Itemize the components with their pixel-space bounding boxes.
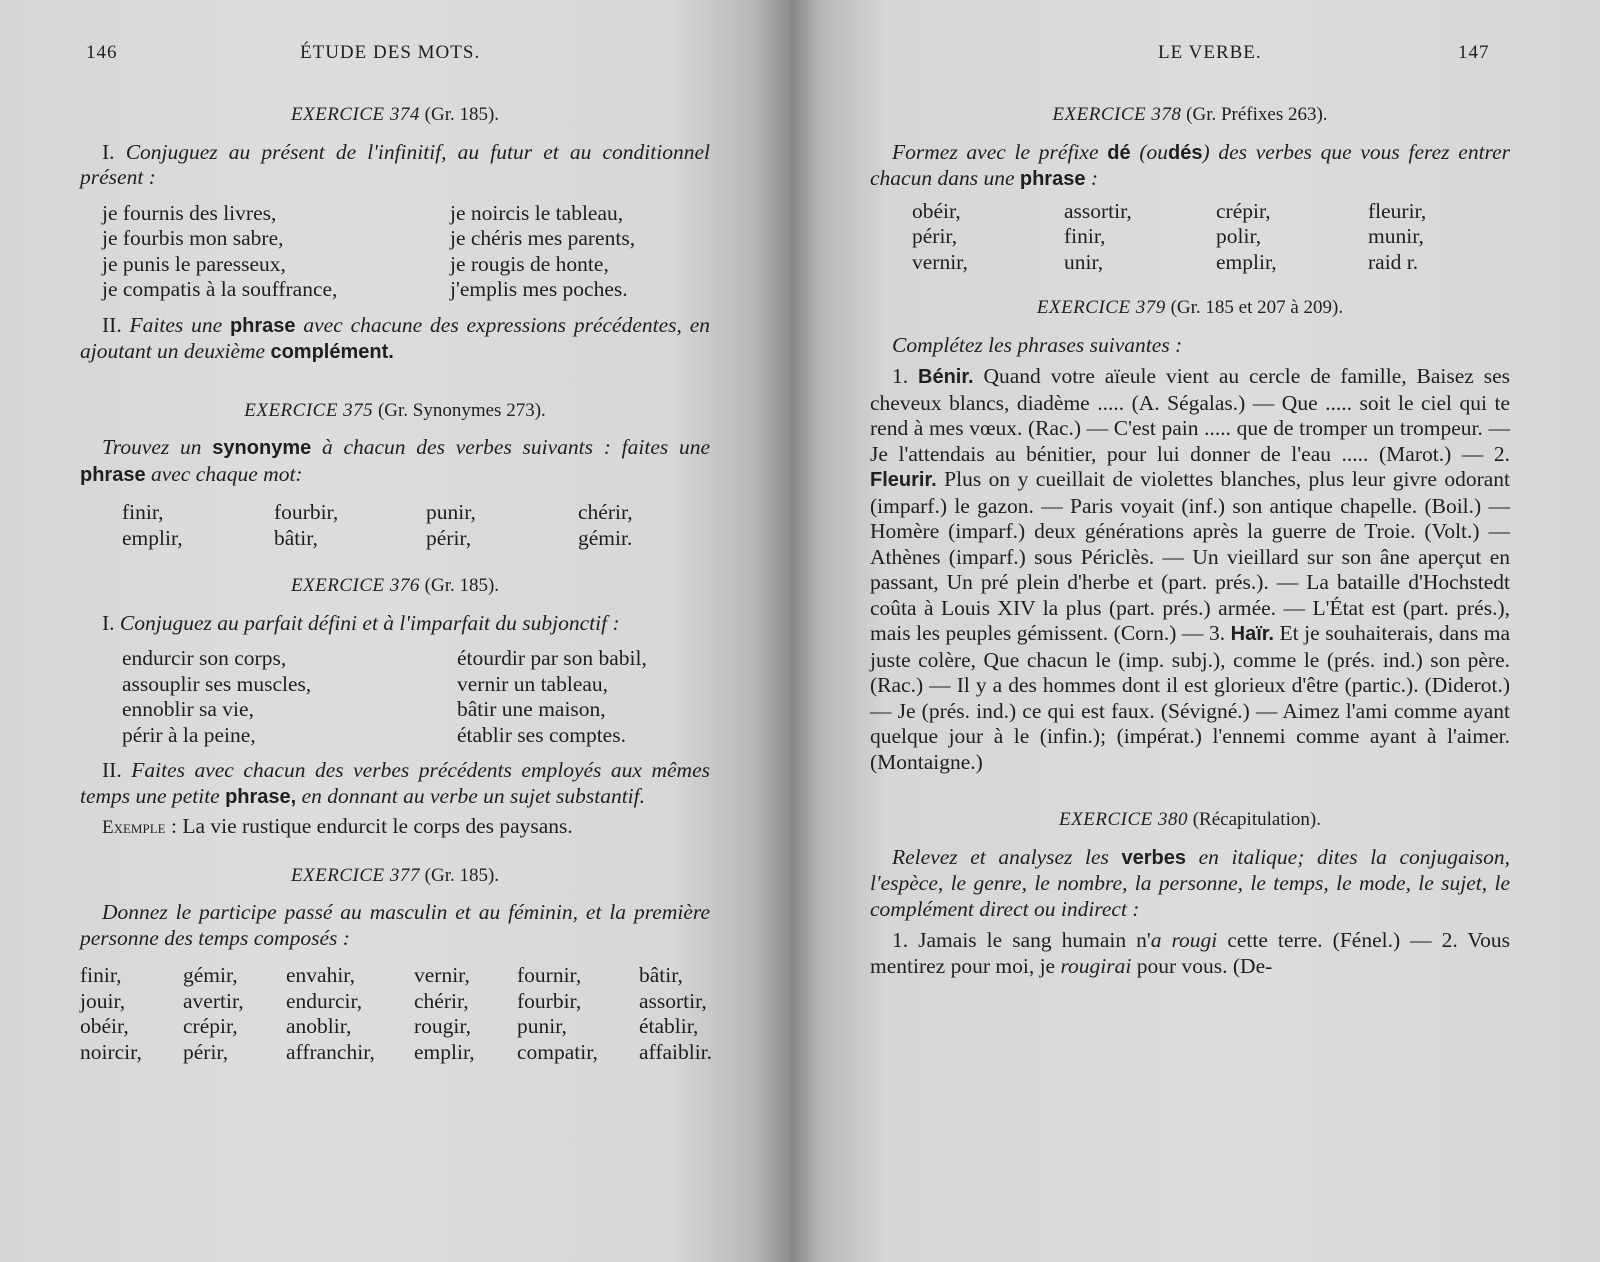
left-page — [0, 0, 790, 1262]
list-item: emplir, — [414, 1039, 475, 1064]
list-item: chérir, — [414, 988, 469, 1013]
list-item: anoblir, — [286, 1014, 352, 1038]
list-item: crépir, — [183, 1014, 238, 1038]
item-number: 3. — [1208, 621, 1226, 645]
instruction-text: Formez avec le préfixe — [892, 139, 1099, 164]
item-number: 1. — [892, 928, 909, 952]
instruction-text: : — [1090, 166, 1099, 190]
bold-term: Fleurir. — [870, 469, 937, 491]
list-item: munir, — [1368, 224, 1424, 248]
exercise-374-title — [80, 102, 710, 128]
list-item: je rougis de honte, — [450, 251, 609, 276]
instruction-text: à chacun des verbes suivants : faites une — [321, 435, 711, 459]
exercise-377-title — [80, 863, 710, 889]
sentence-text: Jamais le sang humain n' — [918, 928, 1151, 952]
instruction-text: (ou — [1139, 139, 1168, 164]
exercise-377-items — [80, 963, 713, 1065]
list-item: je punis le paresseux, — [102, 251, 286, 276]
list-item: je compatis à la souffrance, — [102, 277, 338, 301]
exercise-label: EXERCICE 378 — [1052, 104, 1182, 125]
exercise-ref: (Gr. Préfixes 263). — [1186, 104, 1328, 125]
exercise-376-example — [80, 814, 710, 841]
list-item: finir, — [80, 963, 122, 987]
list-item: périr, — [183, 1039, 229, 1064]
example-label: Exemple — [102, 817, 166, 838]
exercise-ref: (Gr. 185 et 207 à 209). — [1170, 297, 1344, 318]
bold-term: Haïr. — [1230, 623, 1274, 645]
exercise-label: EXERCICE 380 — [1059, 809, 1188, 830]
instruction-text: en donnant au verbe un sujet substantif. — [301, 783, 645, 808]
list-item: avertir, — [183, 988, 244, 1013]
exercise-380-instruction — [870, 845, 1510, 923]
list-item: noircir, — [80, 1039, 142, 1064]
instruction-text: en italique; dites la conjugaison, l'espèce, le genre, le nombre, la personne, le temps, le mode, le sujet, le complément direct ou indirect : — [870, 844, 1510, 921]
list-item: étourdir par son babil, — [457, 646, 647, 670]
list-item: envahir, — [286, 963, 355, 987]
list-item: gémir, — [183, 963, 238, 987]
bold-term: phrase — [229, 314, 296, 337]
list-item: bâtir une maison, — [457, 697, 606, 721]
exercise-375-items — [122, 500, 710, 551]
exercise-375-instruction — [80, 435, 710, 488]
item-number: 1. — [892, 364, 909, 388]
example-text: : La vie rustique endurcit le corps des paysans. — [170, 814, 573, 838]
sentence-text: cette terre. (Fénel.) — — [1227, 928, 1432, 952]
list-item: finir, — [1064, 224, 1106, 248]
instruction-text: avec chaque mot: — [150, 461, 303, 486]
exercise-ref: (Gr. 185). — [424, 575, 500, 596]
bold-term: phrase — [80, 463, 146, 486]
instruction-text: ) des verbes que vous ferez entrer chacun dans une — [870, 139, 1511, 190]
exercise-label: EXERCICE 375 — [244, 399, 374, 421]
part-number: I. — [102, 139, 115, 164]
list-item: périr, — [912, 224, 958, 248]
exercise-label: EXERCICE 374 — [290, 104, 420, 125]
list-item: bâtir, — [639, 963, 683, 987]
italic-verb: a rougi — [1150, 928, 1218, 952]
list-item: je fournis des livres, — [102, 200, 277, 225]
sentence-text: Et je souhaiterais, dans ma juste colère, Que chacun le (imp. subj.), comme le (prés. ind.) son père. (Rac.) — Il y a des hommes dont il est glorieux d'être (partic.). (Diderot.) — Je (prés. ind.) ce qui est faux. (Sévigné.) — Aimez l'ami comme ayant quelque jour à le (infin.); (impérat.) l'ennemi comme ayant à l'aimer. (Montaigne.) — [870, 621, 1511, 774]
list-item: fourbir, — [274, 500, 339, 524]
bold-term: dé — [1107, 141, 1131, 164]
running-head-left: ÉTUDE DES MOTS. — [300, 42, 481, 63]
exercise-374-items — [102, 201, 710, 303]
list-item: gémir. — [578, 525, 633, 550]
sentence-text: pour vous. (De- — [1136, 953, 1273, 978]
exercise-374-part1 — [80, 140, 710, 191]
bold-term: phrase — [1019, 168, 1086, 190]
item-number: 2. — [1441, 928, 1458, 952]
exercise-ref: (Gr. 185). — [424, 864, 500, 886]
exercise-380-title — [870, 807, 1510, 833]
part-number: I. — [102, 610, 115, 635]
list-item: endurcir son corps, — [122, 646, 287, 670]
list-item: emplir, — [1216, 249, 1277, 274]
bold-term: verbes — [1121, 846, 1187, 869]
list-item: compatir, — [517, 1039, 598, 1064]
list-item: obéir, — [80, 1014, 129, 1038]
exercise-380-text — [870, 928, 1510, 979]
exercise-378-instruction — [870, 140, 1510, 193]
left-content — [80, 102, 713, 1065]
right-page — [790, 0, 1600, 1262]
exercise-378-title — [870, 102, 1510, 128]
exercise-376-part1 — [80, 611, 710, 637]
exercise-376-items — [122, 646, 710, 748]
list-item: emplir, — [122, 525, 183, 550]
bold-term: dés — [1168, 141, 1203, 164]
bold-term: complément. — [270, 341, 394, 363]
exercise-376-part2 — [80, 758, 710, 810]
list-item: polir, — [1216, 224, 1262, 248]
sentence-text: Vous mentirez pour moi, je — [870, 928, 1511, 978]
instruction-text: Trouvez un — [102, 435, 202, 459]
instruction-text: Conjuguez au présent de l'infinitif, au futur et au conditionnel présent : — [80, 139, 710, 189]
list-item: assouplir ses muscles, — [122, 671, 312, 696]
list-item: finir, — [122, 500, 164, 524]
exercise-378-items — [912, 199, 1510, 276]
page-number-left: 146 — [86, 42, 118, 63]
list-item: punir, — [517, 1014, 567, 1038]
list-item: chérir, — [578, 500, 633, 524]
list-item: vernir, — [414, 963, 470, 987]
list-item: raid r. — [1368, 249, 1419, 274]
exercise-ref: (Gr. Synonymes 273). — [377, 399, 546, 421]
exercise-label: EXERCICE 377 — [290, 864, 420, 886]
list-item: vernir un tableau, — [457, 671, 609, 696]
item-number: 2. — [1493, 441, 1511, 466]
list-item: ennoblir sa vie, — [122, 697, 254, 721]
bold-term: phrase, — [225, 785, 297, 808]
list-item: endurcir, — [286, 988, 363, 1013]
sentence-text: Quand votre aïeule vient au cercle de famille, Baisez ses cheveux blancs, diadème ..... (A. Ségalas.) — Que ..... soit le ciel qui te rend à mes vœux. (Rac.) — C'est pain ..... que de tromper un trompeur. — Je l'attendais au bénitier, pour lui donner de l'eau ..... (Marot.) — — [870, 364, 1510, 466]
list-item: périr à la peine, — [122, 722, 256, 747]
list-item: unir, — [1064, 249, 1104, 274]
bold-term: synonyme — [212, 437, 312, 459]
list-item: affranchir, — [286, 1039, 375, 1064]
list-item: fleurir, — [1368, 198, 1427, 223]
exercise-376-title — [80, 573, 710, 599]
page-number-right: 147 — [1458, 42, 1490, 63]
list-item: assortir, — [639, 988, 707, 1013]
instruction-text: Relevez et analysez les — [892, 844, 1109, 869]
right-content — [870, 102, 1510, 979]
bold-term: Bénir. — [918, 366, 974, 388]
list-item: affaiblir. — [639, 1039, 713, 1064]
list-item: j'emplis mes poches. — [450, 277, 628, 301]
exercise-379-text — [870, 364, 1510, 775]
exercise-label: EXERCICE 379 — [1036, 297, 1166, 318]
list-item: punir, — [426, 500, 476, 524]
italic-verb: rougirai — [1060, 953, 1132, 978]
list-item: fourbir, — [517, 988, 582, 1013]
list-item: fournir, — [517, 963, 582, 987]
instruction-text: Faites une — [129, 312, 223, 337]
list-item: vernir, — [912, 249, 968, 274]
instruction-text: Faites avec chacun des verbes précédents employés aux mêmes temps une petite — [80, 758, 710, 808]
exercise-label: EXERCICE 376 — [290, 575, 420, 596]
exercise-377-instruction: Donnez le participe passé au masculin et au féminin, et la première personne des temps composés : — [80, 900, 710, 950]
instruction-text: avec chacune des expressions précédentes, en ajoutant un deuxième — [80, 312, 711, 363]
exercise-374-part2 — [80, 313, 710, 366]
exercise-ref: (Gr. 185). — [424, 104, 500, 125]
list-item: je chéris mes parents, — [450, 226, 636, 250]
running-head-right: LE VERBE. — [1158, 42, 1262, 63]
list-item: bâtir, — [274, 525, 318, 550]
list-item: périr, — [426, 525, 472, 550]
list-item: je fourbis mon sabre, — [102, 226, 284, 250]
list-item: jouir, — [80, 988, 126, 1013]
list-item: assortir, — [1064, 198, 1132, 223]
list-item: obéir, — [912, 198, 961, 223]
part-number: II. — [102, 312, 122, 337]
instruction-text: Conjuguez au parfait défini et à l'imparfait du subjonctif : — [119, 610, 620, 635]
exercise-379-title — [870, 295, 1510, 321]
list-item: crépir, — [1216, 198, 1271, 223]
sentence-text: Plus on y cueillait de violettes blanches, plus leur givre odorant (imparf.) le gazon. — Paris voyait (inf.) son antique chapelle. (Boil.) — Homère (imparf.) deux générations après la guerre de Troie. (Volt.) — Athènes (imparf.) sous Périclès. — Un vieillard sur son âne aperçut en passant, Un pré plein d'herbe et (part. prés.). — La bataille d'Hochstedt coûta à Louis XIV la plus (part. prés.) armée. — L'État est (part. prés.), mais les peuples gémissent. (Corn.) — — [870, 467, 1510, 645]
part-number: II. — [102, 758, 122, 782]
list-item: établir, — [639, 1014, 699, 1038]
list-item: établir ses comptes. — [457, 722, 626, 747]
exercise-ref: (Récapitulation). — [1192, 809, 1321, 830]
list-item: je noircis le tableau, — [450, 200, 624, 225]
exercise-379-instruction: Complétez les phrases suivantes : — [892, 332, 1183, 357]
list-item: rougir, — [414, 1014, 472, 1038]
exercise-375-title — [80, 398, 710, 424]
